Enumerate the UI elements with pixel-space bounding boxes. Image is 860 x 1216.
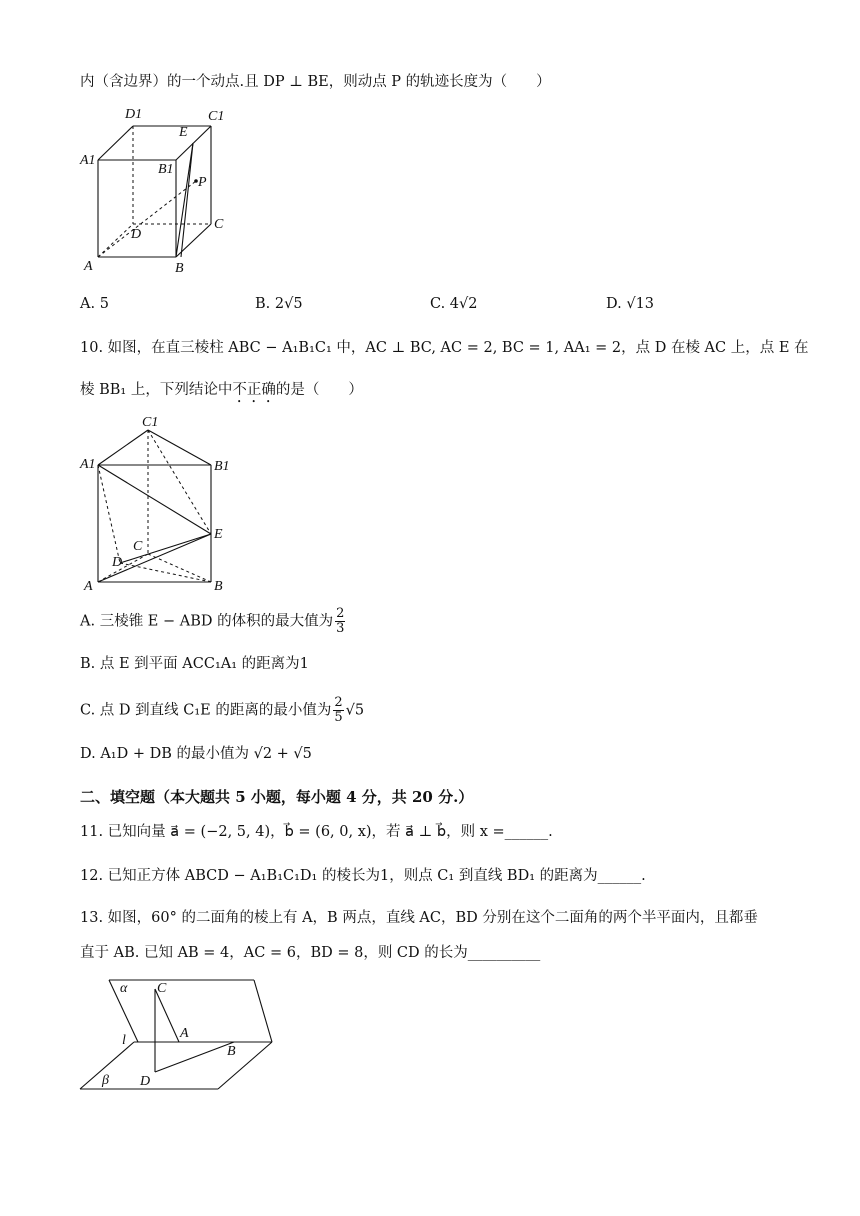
q12: 12. 已知正方体 ABCD − A₁B₁C₁D₁ 的棱长为1，则点 C₁ 到直线 BD₁ 的距离为______. — [80, 868, 646, 884]
q10-option-b: B. 点 E 到平面 ACC₁A₁ 的距离为1 — [80, 656, 309, 672]
fraction-denominator: 5 — [334, 710, 343, 725]
q10-label-c: C — [133, 539, 143, 554]
q13-line1: 13. 如图，60° 的二面角的棱上有 A，B 两点，直线 AC，BD 分别在这个二面角的两个半平面内，且都垂 — [80, 910, 758, 926]
q13-label-b: B — [227, 1044, 236, 1059]
q10-label-e: E — [214, 527, 223, 542]
q10-prism-figure — [78, 412, 248, 594]
q10-stem-line2 — [80, 380, 363, 406]
q9-option-c: C. 4√2 — [430, 296, 478, 312]
q10-label-b1: B1 — [214, 459, 230, 474]
q9-label-c: C — [214, 217, 224, 232]
q11: 11. 已知向量 a⃗ = (−2, 5, 4)，b⃗ = (6, 0, x)，若 a⃗ ⊥ b⃗，则 x =______. — [80, 824, 553, 840]
q9-option-b: B. 2√5 — [255, 296, 303, 312]
q10-label-a1: A1 — [80, 457, 96, 472]
q10-stem-line1: 10. 如图，在直三棱柱 ABC − A₁B₁C₁ 中，AC ⊥ BC, AC = 2, BC = 1, AA₁ = 2，点 D 在棱 AC 上，点 E 在 — [80, 340, 809, 356]
fraction — [335, 607, 345, 636]
q9-label-b: B — [175, 261, 184, 276]
q13-label-c: C — [157, 981, 167, 996]
q10-option-c — [80, 696, 364, 725]
q9-label-d1: D1 — [125, 107, 143, 122]
q9-option-d: D. √13 — [606, 296, 655, 312]
q10-option-a-text: A. 三棱锥 E − ABD 的体积的最大值为 — [80, 613, 334, 630]
fraction-denominator: 3 — [336, 621, 345, 636]
q13-label-beta: β — [102, 1073, 109, 1088]
q9-cube-figure — [78, 100, 238, 280]
q13-label-l: l — [122, 1033, 126, 1048]
q10-stem-part3: 的是（ ） — [275, 382, 363, 398]
q13-line2: 直于 AB. 已知 AB = 4，AC = 6，BD = 8，则 CD 的长为__________ — [80, 945, 541, 961]
q9-label-b1: B1 — [158, 162, 174, 177]
q10-label-d: D — [112, 555, 123, 570]
q9-label-c1: C1 — [208, 109, 225, 124]
fraction-numerator: 2 — [336, 606, 345, 621]
q9-label-p: P — [198, 175, 207, 190]
q10-option-d: D. A₁D + DB 的最小值为 √2 + √5 — [80, 746, 312, 762]
fraction-numerator: 2 — [334, 695, 343, 710]
q13-label-alpha: α — [120, 981, 128, 996]
q10-label-a: A — [84, 579, 93, 594]
q10-option-c-text: C. 点 D 到直线 C₁E 的距离的最小值为 — [80, 702, 332, 719]
q10-option-c-suffix: √5 — [345, 702, 365, 719]
q13-label-d: D — [140, 1074, 151, 1089]
q10-option-a — [80, 607, 347, 636]
q9-option-a: A. 5 — [80, 296, 109, 312]
q10-stem-emphasis: 不正确 — [232, 382, 276, 398]
section-title: 二、填空题（本大题共 5 小题，每小题 4 分，共 20 分.） — [80, 788, 474, 806]
q9-label-d: D — [131, 227, 142, 242]
q9-label-a1: A1 — [80, 153, 96, 168]
q9-stem: 内（含边界）的一个动点.且 DP ⊥ BE，则动点 P 的轨迹长度为（ ） — [80, 74, 551, 90]
q10-label-b: B — [214, 579, 223, 594]
q9-label-a: A — [84, 259, 93, 274]
q10-stem-part1: 棱 BB₁ 上，下列结论中 — [80, 382, 233, 398]
q9-label-e: E — [179, 125, 188, 140]
q13-dihedral-figure — [76, 972, 286, 1098]
q13-label-a: A — [180, 1026, 189, 1041]
q10-label-c1: C1 — [142, 415, 159, 430]
fraction — [333, 696, 343, 725]
